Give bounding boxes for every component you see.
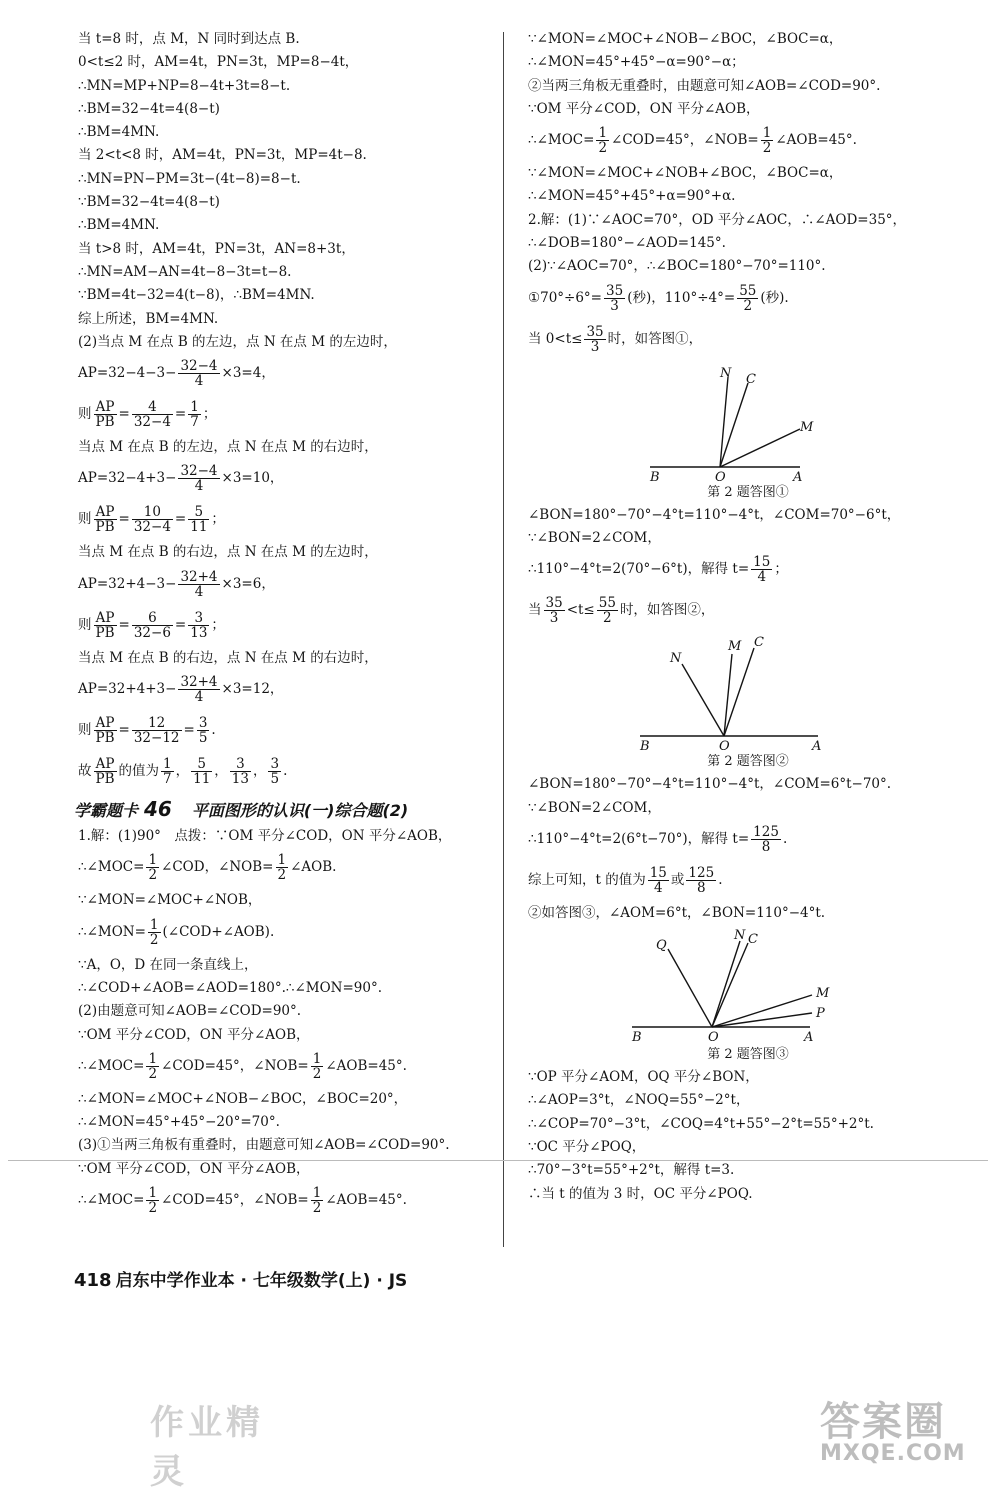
text-line: ∴∠MON=45°+45°+α=90°+α. (528, 188, 736, 205)
section-label: 学霸题卡 (74, 801, 139, 821)
eq-text: ∠AOB=45°. (775, 132, 857, 149)
denominator: PB (95, 771, 115, 788)
denominator: 4 (194, 583, 204, 600)
denominator: 2 (148, 1065, 158, 1082)
numerator: 1 (190, 399, 199, 416)
text-line: ∠BON=180°−70°−4°t=110°−4°t，∠COM=6°t−70°. (528, 776, 892, 793)
eq-text: ； (211, 616, 225, 633)
numerator: 6 (132, 611, 173, 626)
denominator: 2 (149, 931, 159, 948)
watermark-logo-text: 答案圈 (820, 1399, 946, 1445)
numerator: 1 (148, 852, 158, 869)
denominator: 2 (603, 610, 612, 627)
label-m: M (816, 986, 830, 1002)
numerator: 3 (198, 715, 208, 732)
eq-text: 则 (78, 406, 92, 423)
denominator: 32−12 (133, 730, 180, 747)
numerator: 55 (739, 282, 757, 299)
fraction (311, 1052, 324, 1081)
text-line: 2.解：(1)∵∠AOC=70°，OD 平分∠AOC，∴∠AOD=35°， (528, 211, 907, 228)
eq-text: = (118, 616, 130, 633)
numerator: AP (94, 716, 117, 731)
denominator: 4 (194, 373, 204, 390)
figure-3-caption: 第 2 题答图③ (707, 1047, 789, 1063)
eq-text: ∠COD=45°，∠NOB= (161, 1057, 309, 1074)
numerator: 125 (753, 823, 779, 840)
text-line: ∵OM 平分∠COD，ON 平分∠AOB， (78, 1026, 310, 1043)
text-line: ∴∠AOP=3°t，∠NOQ=55°−2°t， (528, 1092, 750, 1109)
site-watermark (820, 1390, 990, 1465)
ray-on (712, 941, 740, 1027)
denominator: 3 (590, 338, 600, 355)
text-line: 当点 M 在点 B 的右边，点 N 在点 M 的右边时， (78, 649, 378, 666)
figure-2 (528, 634, 968, 769)
eq-text: 则 (78, 511, 92, 528)
fraction (686, 866, 716, 895)
final-answer-line (78, 754, 498, 789)
eq-text: ∠COD=45°，∠NOB= (161, 1192, 309, 1209)
numerator: 5 (188, 505, 209, 520)
text-line: ∴∠MON=45°+45°−α=90°−α； (528, 54, 745, 71)
numerator: 1 (762, 125, 772, 142)
label-n: N (720, 365, 732, 381)
fraction (146, 1052, 159, 1081)
text-line: ∵OP 平分∠AOM，OQ 平分∠BON， (528, 1069, 759, 1086)
eq-text: 当 0<t≤ (528, 330, 583, 347)
text-line: 0<t≤2 时，AM=4t，PN=3t，MP=8−4t， (78, 54, 359, 71)
fraction (197, 716, 210, 745)
text-line: (2)由题意可知∠AOB=∠COD=90°. (78, 1003, 302, 1020)
eq-text: ∴110°−4°t=2(6°t−70°)，解得 t= (528, 830, 750, 847)
ratio-line (78, 397, 498, 432)
eq-text: ①70°÷6°= (528, 289, 602, 306)
numerator: 15 (649, 864, 667, 881)
equation-line (78, 461, 498, 496)
fraction (751, 825, 781, 854)
label-b: B (632, 1030, 642, 1046)
eq-text: AP=32−4−3− (78, 365, 177, 382)
numerator: 35 (606, 282, 624, 299)
fraction (761, 126, 774, 155)
numerator: 1 (163, 756, 172, 773)
eq-text: (秒). (760, 289, 789, 306)
figure-1-diagram (528, 363, 968, 483)
text-line: ∴BM=4MN. (78, 124, 160, 141)
left-column (74, 30, 498, 1224)
numerator: 3 (188, 611, 209, 626)
numerator: 1 (312, 1185, 322, 1202)
text-line: (2)∵∠AOC=70°，∴∠BOC=180°−70°=110°. (528, 258, 826, 275)
label-n: N (670, 651, 682, 667)
fraction (191, 757, 212, 786)
figure-3 (528, 927, 968, 1062)
eq-text: ； (211, 511, 225, 528)
text-line: (2)当点 M 在点 B 的左边，点 N 在点 M 的左边时， (78, 333, 397, 350)
text-line: ∴MN=AM−AN=4t−8−3t=t−8. (78, 263, 292, 280)
text-line: ∵BM=4t−32=4(t−8)，∴BM=4MN. (78, 287, 315, 304)
label-a: A (804, 1030, 814, 1046)
eq-text: ∴∠MOC= (528, 132, 595, 149)
eq-text: 则 (78, 722, 92, 739)
eq-text: ； (774, 561, 788, 578)
label-c: C (746, 371, 756, 387)
eq-text: AP=32−4+3− (78, 470, 177, 487)
denominator: 4 (194, 689, 204, 706)
denominator: 3 (610, 297, 619, 314)
eq-text: = (174, 511, 187, 528)
numerator: 10 (132, 505, 173, 520)
denominator: 2 (148, 867, 158, 884)
eq-text: (∠COD+∠AOB). (162, 923, 275, 940)
eq-text: <t≤ (566, 602, 595, 619)
denominator: 7 (190, 414, 199, 431)
fraction (94, 716, 117, 745)
numerator: 55 (598, 595, 616, 612)
numerator: 1 (277, 852, 287, 869)
denominator: 4 (194, 478, 204, 495)
fraction (178, 464, 219, 493)
fraction (178, 675, 219, 704)
equation-line (528, 281, 968, 316)
equation-line (78, 915, 498, 950)
eq-text: ∠AOB=45°. (325, 1057, 407, 1074)
fraction (230, 757, 251, 786)
text-line: ∠BON=180°−70°−4°t=110°−4°t，∠COM=70°−6°t， (528, 506, 901, 523)
denominator: 8 (761, 838, 771, 855)
numerator: 32−4 (180, 358, 218, 375)
section-topic: 平面图形的认识(一)综合题(2) (191, 801, 409, 821)
eq-text: AP=32+4+3− (78, 681, 177, 698)
text-line: 1.解：(1)90° 点拨：∵OM 平分∠COD，ON 平分∠AOB， (78, 828, 452, 845)
eq-text: ∴110°−4°t=2(70°−6°t)，解得 t= (528, 561, 750, 578)
label-a: A (793, 469, 803, 483)
text-line: 当 2<t<8 时，AM=4t，PN=3t，MP=4t−8. (78, 147, 367, 164)
numerator: 32−4 (180, 463, 218, 480)
eq-text: 则 (78, 616, 92, 633)
text-line: 当 t>8 时，AM=4t，PN=3t，AN=8+3t， (78, 240, 355, 257)
denominator: 32−4 (133, 519, 171, 536)
ray-oc (712, 943, 748, 1027)
eq-text: ×3=6， (221, 575, 275, 592)
numerator: 1 (149, 916, 159, 933)
eq-text: 当 (528, 602, 542, 619)
numerator: 1 (148, 1050, 158, 1067)
figure-1 (528, 363, 968, 500)
label-m: M (728, 639, 742, 655)
denominator: 2 (312, 1065, 322, 1082)
equation-line (528, 552, 968, 587)
eq-text: ∠AOB. (290, 859, 337, 876)
eq-text: . (283, 763, 288, 780)
eq-text: = (118, 722, 130, 739)
fraction (178, 359, 219, 388)
label-o: O (719, 739, 730, 753)
denominator: 13 (190, 624, 208, 641)
denominator: 11 (193, 771, 211, 788)
fraction (544, 596, 565, 625)
numerator: 1 (598, 125, 608, 142)
text-line: ∴BM=32−4t=4(8−t) (78, 100, 220, 117)
denominator: 32−4 (133, 414, 171, 431)
eq-text: ∠COD=45°，∠NOB= (611, 132, 759, 149)
ray-oq (668, 949, 712, 1027)
denominator: 13 (231, 771, 249, 788)
fraction (94, 505, 117, 534)
numerator: 5 (191, 757, 212, 772)
fraction (268, 757, 281, 786)
numerator: 3 (230, 757, 251, 772)
fraction (178, 570, 219, 599)
fraction (94, 400, 117, 429)
fraction (132, 611, 173, 640)
label-c: C (748, 932, 758, 948)
label-o: O (715, 469, 726, 483)
equation-line (78, 567, 498, 602)
watermark-url: MXQE.COM (820, 1441, 966, 1466)
eq-text: ∠COD，∠NOB= (161, 859, 274, 876)
numerator: 1 (312, 1050, 322, 1067)
fraction (188, 505, 209, 534)
eq-text: ； (202, 406, 217, 423)
numerator: AP (94, 757, 117, 772)
fraction (584, 325, 605, 354)
text-line: ∵∠MON=∠MOC+∠NOB， (78, 892, 262, 909)
page-footer (74, 1266, 407, 1291)
text-line: ∵OM 平分∠COD，ON 平分∠AOB， (78, 1160, 310, 1177)
text-line: ∵∠BON=2∠COM， (528, 799, 661, 816)
section-number: 46 (144, 797, 172, 822)
text-line: ∵OC 平分∠POQ， (528, 1139, 646, 1156)
equation-line (528, 822, 968, 857)
column-divider (503, 32, 504, 1247)
denominator: 8 (697, 879, 706, 896)
numerator: 32+4 (180, 674, 218, 691)
figure-2-diagram (528, 634, 968, 752)
eq-text: = (174, 616, 187, 633)
fraction (132, 505, 173, 534)
denominator: 4 (654, 879, 663, 896)
denominator: 5 (198, 730, 208, 747)
eq-text: ∴∠MON= (78, 923, 146, 940)
fraction (188, 400, 201, 429)
text-line: ∵∠BON=2∠COM， (528, 529, 661, 546)
denominator: 2 (148, 1200, 158, 1217)
equation-line (78, 1183, 498, 1218)
eq-text: . (718, 871, 723, 888)
eq-text: = (183, 722, 195, 739)
text-line: ∵BM=32−4t=4(8−t) (78, 194, 220, 211)
eq-text: 综上可知，t 的值为 (528, 871, 646, 888)
text-line: ∴当 t 的值为 3 时，OC 平分∠POQ. (528, 1185, 753, 1202)
denominator: 2 (277, 867, 287, 884)
eq-text: 故 (78, 763, 92, 780)
fraction (94, 611, 117, 640)
denominator: 3 (549, 610, 559, 627)
fraction (311, 1186, 324, 1215)
eq-text: 的值为 (118, 763, 160, 780)
denominator: PB (95, 624, 115, 641)
denominator: 11 (190, 519, 208, 536)
text-line: (3)①当两三角板有重叠时，由题意可知∠AOB=∠COD=90°. (78, 1137, 450, 1154)
label-a: A (812, 739, 822, 753)
denominator: 32−6 (133, 624, 171, 641)
eq-text: ×3=4， (221, 365, 275, 382)
fraction (148, 918, 161, 947)
numerator: AP (94, 505, 117, 520)
label-n: N (734, 928, 746, 944)
text-line: ②如答图③，∠AOM=6°t，∠BON=110°−4°t. (528, 904, 826, 921)
fraction (648, 866, 669, 895)
fraction (737, 284, 758, 313)
equation-line (78, 850, 498, 885)
right-column (528, 30, 968, 1208)
text-line: ∴MN=MP+NP=8−4t+3t=8−t. (78, 77, 291, 94)
eq-text: = (174, 406, 187, 423)
fraction (161, 757, 174, 786)
numerator: 125 (688, 864, 715, 881)
equation-line (528, 123, 968, 158)
fraction (597, 596, 618, 625)
separator: ， (214, 763, 228, 780)
eq-text: = (118, 406, 130, 423)
numerator: 4 (132, 400, 173, 415)
text-line: 当点 M 在点 B 的右边，点 N 在点 M 的左边时， (78, 544, 378, 561)
text-line: ∵∠MON=∠MOC+∠NOB−∠BOC，∠BOC=α， (528, 31, 843, 47)
text-line: ∵A，O，D 在同一条直线上， (78, 956, 258, 973)
label-m: M (800, 419, 814, 435)
label-q: Q (656, 938, 667, 954)
eq-text: . (211, 722, 216, 739)
denominator: 2 (598, 140, 608, 157)
denominator: 7 (163, 771, 172, 788)
eq-text: ×3=10， (221, 470, 284, 487)
eq-text: 时，如答图①， (607, 330, 703, 347)
equation-line (78, 1049, 498, 1084)
text-line: ∴∠MON=45°+45°−20°=70°. (78, 1114, 280, 1131)
eq-text: (秒)，110°÷4°= (627, 289, 736, 306)
eq-text: . (782, 830, 788, 847)
text-line: ∴∠COD+∠AOB=∠AOD=180°.∴∠MON=90°. (78, 979, 383, 996)
fraction (604, 284, 625, 313)
page-number: 418 (74, 1270, 112, 1291)
label-p: P (816, 1006, 825, 1022)
text-line: ∴BM=4MN. (78, 217, 160, 234)
denominator: 2 (743, 297, 753, 314)
eq-text: ×3=12， (221, 681, 284, 698)
fraction (188, 611, 209, 640)
ray-om (712, 995, 812, 1027)
text-line: ∴∠DOB=180°−∠AOD=145°. (528, 235, 726, 252)
fraction (132, 716, 182, 745)
eq-text: = (118, 511, 130, 528)
equation-line (78, 672, 498, 707)
text-line: ∴70°−3°t=55°+2°t，解得 t=3. (528, 1162, 735, 1179)
figure-1-caption: 第 2 题答图① (707, 484, 789, 500)
figure-2-caption: 第 2 题答图② (707, 754, 789, 770)
fraction (94, 757, 117, 786)
bottom-rule (8, 1160, 988, 1161)
fraction (146, 853, 159, 882)
numerator: AP (94, 611, 117, 626)
numerator: 32+4 (180, 568, 218, 585)
ray-op (712, 1013, 812, 1027)
eq-text: 时，如答图②， (619, 602, 715, 619)
numerator: 35 (545, 595, 563, 612)
denominator: 4 (757, 569, 767, 586)
fraction (751, 555, 772, 584)
equation-line (528, 322, 968, 357)
denominator: 2 (312, 1200, 322, 1217)
fraction (146, 1186, 159, 1215)
numerator: 1 (148, 1185, 158, 1202)
eq-text: ∴∠MOC= (78, 859, 145, 876)
text-line: ②当两三角板无重叠时，由题意可知∠AOB=∠COD=90°. (528, 77, 881, 94)
denominator: PB (95, 519, 115, 536)
eq-text: ∴∠MOC= (78, 1057, 145, 1074)
text-line: ∵∠MON=∠MOC+∠NOB+∠BOC，∠BOC=α， (528, 165, 843, 182)
text-line: 当 t=8 时，点 M，N 同时到达点 B. (78, 31, 300, 47)
text-line: ∴MN=PN−PM=3t−(4t−8)=8−t. (78, 170, 301, 187)
label-b: B (650, 469, 660, 483)
text-line: 当点 M 在点 B 的左边，点 N 在点 M 的右边时， (78, 439, 378, 456)
footer-text: 启东中学作业本 · 七年级数学(上) · JS (115, 1271, 408, 1291)
denominator: PB (95, 414, 115, 431)
eq-text: 或 (670, 871, 685, 888)
stamp-watermark: 作业精灵 (150, 1403, 264, 1492)
label-c: C (754, 635, 764, 651)
ratio-line (78, 608, 498, 643)
text-line: ∵OM 平分∠COD，ON 平分∠AOB， (528, 100, 760, 117)
numerator: 12 (132, 716, 182, 731)
section-title (74, 797, 498, 821)
denominator: 5 (270, 771, 280, 788)
label-b: B (640, 739, 650, 753)
ray-om (720, 429, 800, 467)
figure-3-diagram (528, 927, 968, 1045)
equation-line (528, 863, 968, 898)
text-line: 综上所述，BM=4MN. (78, 310, 219, 327)
fraction (132, 400, 173, 429)
separator: ， (175, 763, 190, 780)
equation-line (78, 356, 498, 391)
numerator: 15 (753, 554, 771, 571)
text-line: ∴∠MON=∠MOC+∠NOB−∠BOC，∠BOC=20°， (78, 1090, 408, 1107)
eq-text: AP=32+4−3− (78, 575, 177, 592)
numerator: AP (94, 400, 117, 415)
denominator: PB (95, 730, 115, 747)
ratio-line (78, 502, 498, 537)
fraction (276, 853, 289, 882)
ray-on (682, 664, 724, 736)
separator: ， (252, 763, 267, 780)
denominator: 2 (762, 140, 772, 157)
numerator: 3 (270, 756, 280, 773)
fraction (596, 126, 609, 155)
eq-text: ∴∠MOC= (78, 1192, 145, 1209)
numerator: 35 (586, 323, 604, 340)
equation-line (528, 593, 968, 628)
label-o: O (708, 1030, 719, 1046)
eq-text: ∠AOB=45°. (325, 1192, 407, 1209)
text-line: ∴∠COP=70°−3°t，∠COQ=4°t+55°−2°t=55°+2°t. (528, 1115, 874, 1132)
ratio-line (78, 713, 498, 748)
